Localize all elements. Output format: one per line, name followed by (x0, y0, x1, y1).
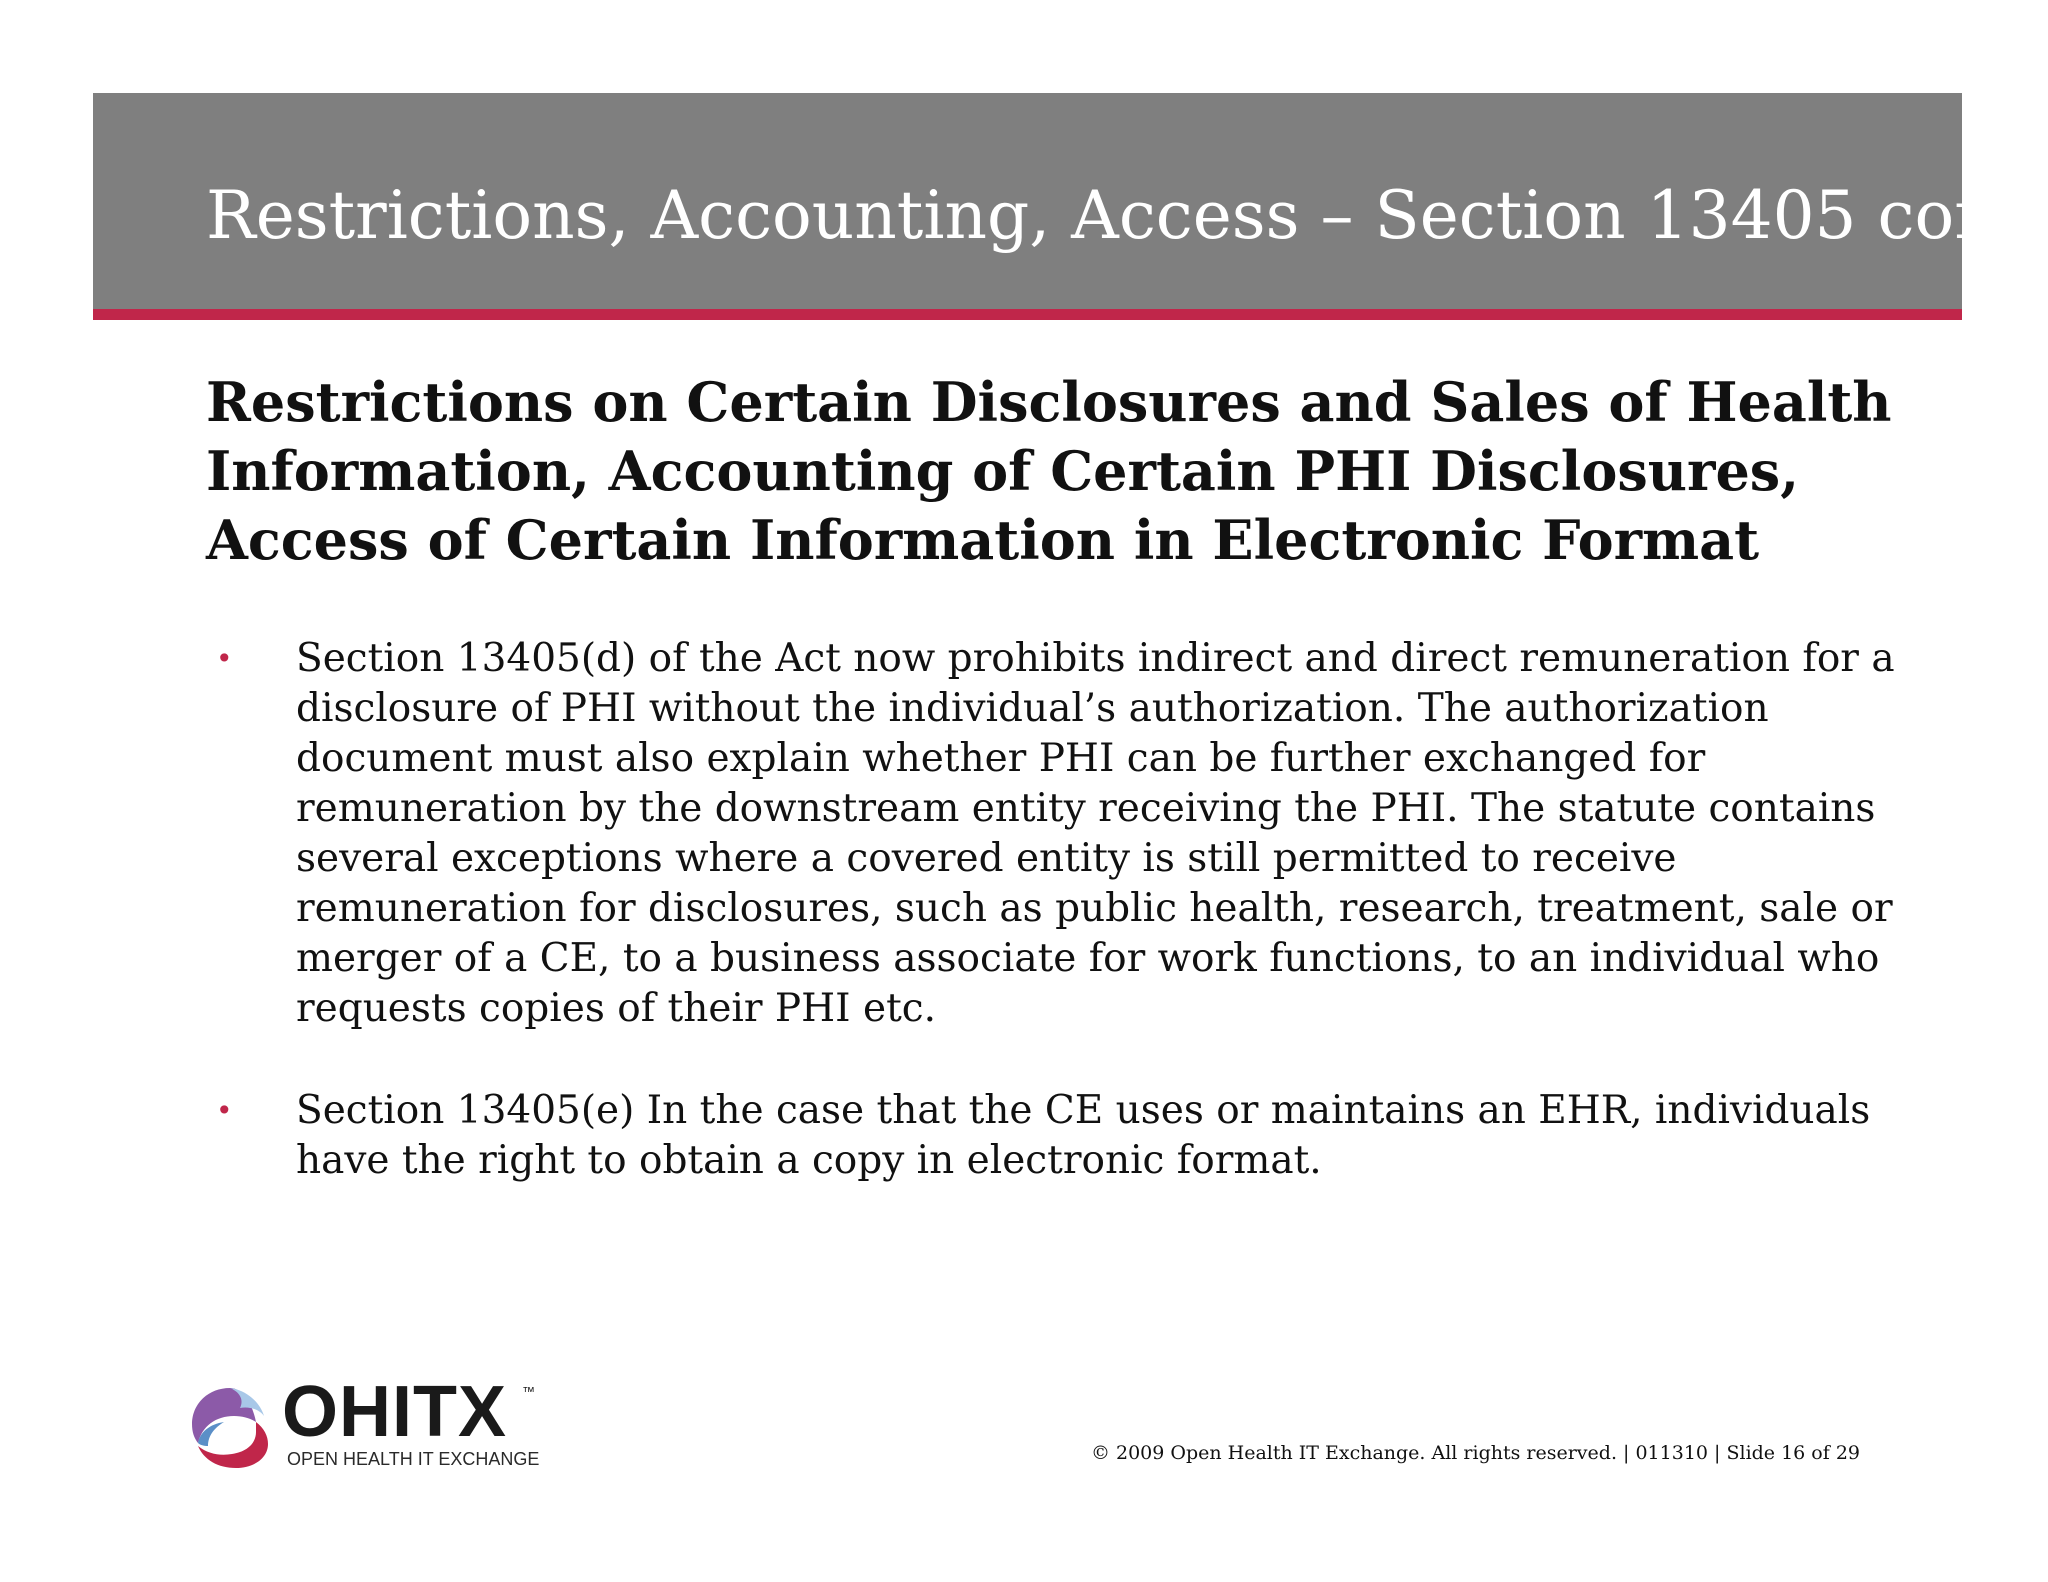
bullet-icon: • (216, 1094, 233, 1127)
ohitx-logo (184, 1372, 564, 1480)
slide-title: Restrictions, Accounting, Access – Section 13405 cont. (206, 177, 2045, 254)
accent-rule (93, 309, 1962, 320)
bullet-item (206, 1086, 1906, 1186)
bullet-list (206, 634, 1906, 1238)
footer-copyright: © 2009 Open Health IT Exchange. All rights reserved. | 011310 | Slide 16 of 29 (1090, 1442, 1860, 1464)
ohitx-swirl-logo-icon (184, 1380, 276, 1472)
bullet-text: Section 13405(d) of the Act now prohibits indirect and direct remuneration for a disclosure of PHI without the individual’s authorization. The authorization document must also explain whether PHI can be further exchanged for remuneration by the downstream entity receiving the PHI. The statute contains several exceptions where a covered entity is still permitted to receive remuneration for disclosures, such as public health, research, treatment, sale or merger of a CE, to a business associate for work functions, to an individual who requests copies of their PHI etc. (296, 636, 1895, 1031)
bullet-icon: • (216, 642, 233, 675)
bullet-text: Section 13405(e) In the case that the CE uses or maintains an EHR, individuals have the right to obtain a copy in electronic format. (296, 1088, 1871, 1183)
slide-subtitle: Restrictions on Certain Disclosures and Sales of Health Information, Accounting of Certain PHI Disclosures, Access of Certain Information in Electronic Format (206, 370, 1892, 572)
bullet-item (206, 634, 1906, 1034)
logo-wordmark: OHITX (282, 1372, 508, 1452)
header-bar (93, 93, 2045, 309)
logo-tagline: OPEN HEALTH IT EXCHANGE (287, 1449, 540, 1469)
logo-trademark: ™ (522, 1384, 535, 1399)
